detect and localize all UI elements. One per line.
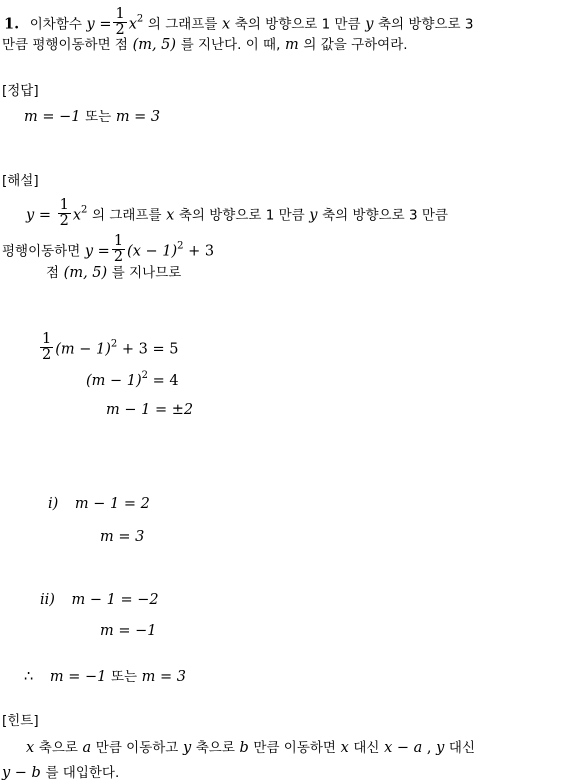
solution-text: 또는 [110,669,138,685]
solution-text: 의 그래프를 [91,207,162,224]
hint-text: 를 대입한다. [45,765,120,781]
problem-text: 만큼 평행이동하면 점 [2,37,128,53]
math: x [72,207,81,224]
fraction [112,234,125,265]
math: (x − 1) [127,243,178,260]
case-label: i) [48,496,59,512]
exponent: 2 [177,240,184,252]
hint-heading: [힌트] [2,713,39,729]
solution-text: 축의 방향으로 3 만큼 [322,207,448,224]
problem-text: 의 그래프를 [147,16,218,33]
problem-text: 를 지난다. 이 때, [180,37,281,53]
math: y [436,740,445,756]
math: y [365,16,374,33]
problem-text: 이차함수 [29,16,82,33]
equation-2 [86,372,179,390]
hint-line-1 [26,739,475,757]
math: y [26,207,35,224]
denominator: 2 [42,347,52,363]
math: x [128,16,137,33]
solution-line-1 [26,197,448,231]
math: x [340,740,349,756]
solution-text: 점 [46,265,60,281]
case-2 [40,591,159,609]
answer-heading: [정답] [2,83,39,99]
math: m = 3 [115,109,161,125]
conclusion [24,668,186,686]
numerator: 1 [59,197,69,213]
case-label: ii) [40,592,55,608]
math: x [166,207,175,224]
math: m = −1 [49,669,107,685]
math: = 4 [152,373,179,389]
math: y [309,207,318,224]
numerator: 1 [113,233,124,249]
hint-text: 만큼 이동하고 [95,740,179,756]
numerator: 1 [115,6,125,22]
math: m − 1 = 2 [74,496,150,512]
fraction [40,332,53,363]
math: b [239,740,249,756]
exponent: 2 [141,370,149,381]
exponent: 2 [110,338,118,350]
math: (m − 1) [55,341,111,358]
case-1-result: m = 3 [100,529,145,545]
math: m − 1 = −2 [71,592,159,608]
hint-text: 대신 [353,740,380,756]
math: a [82,740,92,756]
math: y − b [2,765,41,781]
solution-line-2 [2,233,215,267]
denominator: 2 [113,249,124,265]
math: (m, 5) [63,265,108,281]
math: x − a [384,740,423,756]
exponent: 2 [136,13,144,25]
fraction [113,7,126,38]
problem-text: 축의 방향으로 3 [378,16,474,33]
exponent: 2 [81,204,88,216]
math: + 3 = 5 [121,341,179,358]
solution-line-3 [46,264,181,282]
solution-heading: [해설] [2,173,39,189]
hint-text: 대신 [448,740,475,756]
hint-text: 축으로 [195,740,235,756]
problem-text: 의 값을 구하여라. [303,37,408,53]
denominator: 2 [115,22,125,38]
math: = [38,207,51,224]
hint-text: 만큼 이동하면 [253,740,336,756]
problem-text: 축의 방향으로 1 만큼 [234,16,361,33]
answer-line [24,108,160,126]
denominator: 2 [59,213,69,229]
solution-text: 축의 방향으로 1 만큼 [178,207,305,224]
comma: , [426,740,432,756]
answer-text: 또는 [85,109,112,125]
math: x [222,16,231,33]
math: (m, 5) [132,37,177,53]
solution-text: 평행이동하면 [2,243,81,260]
math: m [285,37,299,53]
math: y = [84,243,110,260]
fraction [58,198,71,229]
math: x [26,740,35,756]
problem-number: 1. [4,15,20,33]
math: + 3 [188,243,215,260]
solution-text: 를 지나므로 [111,265,182,281]
hint-line-2 [2,764,119,782]
math: m = 3 [141,669,186,685]
math: y [182,740,192,756]
math: (m − 1) [86,373,142,389]
case-2-result: m = −1 [100,623,157,639]
equation-1 [38,331,179,365]
case-1 [48,495,150,513]
math: y = [86,16,112,33]
math: m = −1 [24,109,81,125]
numerator: 1 [42,331,52,347]
hint-text: 축으로 [38,740,78,756]
therefore-symbol: ∴ [24,669,34,685]
problem-line-2 [2,36,408,54]
equation-3: m − 1 = ±2 [106,402,194,418]
